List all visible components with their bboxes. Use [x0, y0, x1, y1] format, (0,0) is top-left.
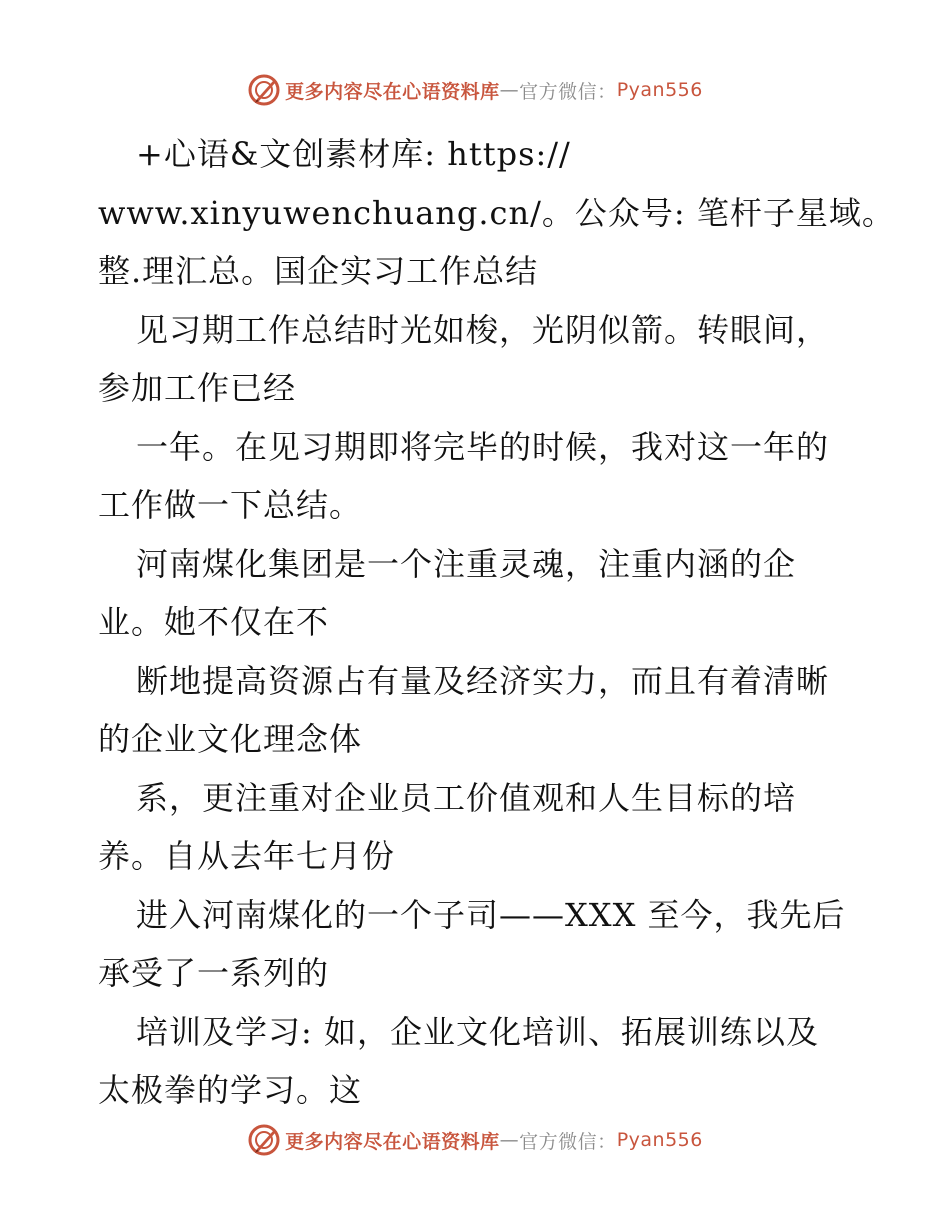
text-line: 参加工作已经: [98, 369, 297, 407]
text-line: +心语&文创素材库: https://: [136, 135, 571, 173]
text-line: 见习期工作总结时光如梭，光阴似箭。转眼间，: [136, 310, 830, 349]
text-line: 断地提高资源占有量及经济实力，而且有着清晰: [136, 661, 830, 700]
text-line: 系，更注重对企业员工价值观和人生目标的培: [136, 778, 797, 817]
footer-banner: [0, 1120, 950, 1160]
text-line: 培训及学习: 如，企业文化培训、拓展训练以及: [136, 1012, 819, 1051]
banner-dash: —: [499, 1129, 520, 1151]
text-line: 养。自从去年七月份: [98, 837, 396, 875]
text-line: 一年。在见习期即将完毕的时候，我对这一年的: [136, 427, 830, 466]
text-line: 河南煤化集团是一个注重灵魂，注重内涵的企: [136, 544, 797, 583]
text-line: 整.理汇总。国企实习工作总结: [98, 252, 539, 290]
banner-slogan: 更多内容尽在心语资料库: [285, 1130, 500, 1153]
text-line: 太极拳的学习。这: [98, 1071, 363, 1109]
text-line: 业。她不仅在不: [98, 603, 330, 641]
banner-wechat-id: Pyan556: [616, 79, 703, 101]
banner-wechat-id: Pyan556: [616, 1129, 703, 1151]
banner-dash: —: [499, 79, 520, 101]
banner-wechat-label: 官方微信：: [519, 1130, 617, 1153]
text-line: 工作做一下总结。: [98, 486, 363, 524]
document-body: [98, 125, 895, 1120]
text-line: www.xinyuwenchuang.cn/。公众号: 笔杆子星域。: [98, 193, 895, 232]
banner-wechat-label: 官方微信：: [519, 80, 617, 103]
pen-logo-icon: [247, 73, 281, 107]
header-banner: [0, 70, 950, 110]
text-line: 承受了一系列的: [98, 954, 330, 992]
text-line: 进入河南煤化的一个子司——XXX 至今，我先后: [136, 895, 846, 934]
text-line: 的企业文化理念体: [98, 720, 363, 758]
pen-logo-icon: [247, 1123, 281, 1157]
banner-slogan: 更多内容尽在心语资料库: [285, 80, 500, 103]
